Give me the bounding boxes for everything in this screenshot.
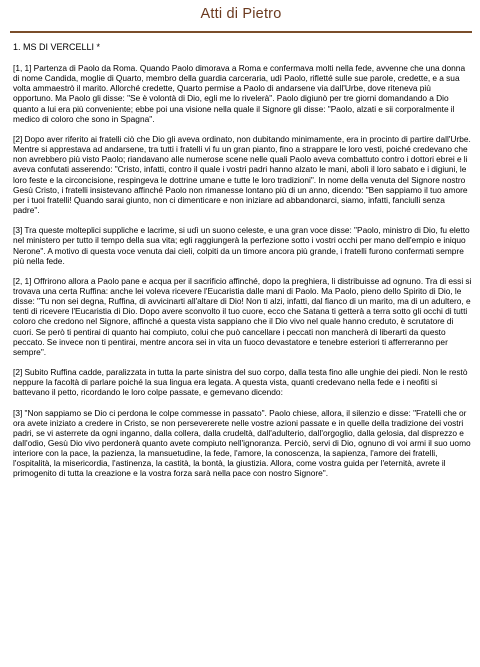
paragraph: [3] "Non sappiamo se Dio ci perdona le colpe commesse in passato". Paolo chiese, allora, il silenzio e disse: "Fratelli che or ora avete iniziato a credere in Cristo, se non persevererete nelle vostre azioni passate e in quelle della tradizione dei vostri padri, se vi asterrete da ogni inganno, dalla collera, dalla crudeltà, dall'adulterio, dall'orgoglio, dalla gelosia, dal disprezzo e dall'odio, Gesù Dio vivo perdonerà quanto avete compiuto nell'ignoranza. Perciò, servi di Dio, ognuno di voi armi il suo uomo interiore con la pace, la pazienza, la mansuetudine, la fede, l'amore, la conoscenza, la sapienza, l'amore dei fratelli, l'ospitalità, la misericordia, l'astinenza, la castità, la bontà, la giustizia. Allora, come vostra guida per l'eternità, avrete il primogenito di tutta la creazione e la vostra forza sarà nella pace con nostro Signore". (13, 407, 471, 479)
title-divider (10, 31, 472, 33)
section-title: 1. MS DI VERCELLI * (13, 42, 101, 52)
title-area (10, 0, 472, 27)
page-title: Atti di Pietro (200, 6, 282, 22)
paragraph: [1, 1] Partenza di Paolo da Roma. Quando Paolo dimorava a Roma e confermava molti nella fede, avvenne che una donna di nome Candida, moglie di Quarto, membro della guardia carceraria, udì Paolo, rifletté sulle sue parole, credette, e a sua volta ammaestrò il marito. Allorché credette, Quarto permise a Paolo di andarsene via dall'Urbe, dove riteneva più opportuno. Ma Paolo gli disse: "Se è volontà di Dio, egli me lo rivelerà". Paolo digiunò per tre giorni domandando a Dio quanto a lui era più conveniente; ebbe poi una visione nella quale il Signore gli disse: "Paolo, alzati e sii corporalmente il medico di coloro che sono in Spagna". (13, 63, 466, 124)
paragraph: [2] Dopo aver riferito ai fratelli ciò che Dio gli aveva ordinato, non dubitando minimamente, era in procinto di partire dall'Urbe. Mentre si apprestava ad andarsene, tra tutti i fratelli vi fu un gran pianto, fino a strappare le loro vesti, poiché credevano che non avrebbero più visto Paolo; riandavano alle numerose scene nelle quali Paolo aveva combattuto contro i dottori ebrei e li aveva confutati asserendo: "Cristo, infatti, contro il quale i vostri padri hanno alzato le mani, abolì il loro sabato e i digiuni, le loro feste e la circoncisione, respingeva le dottrine umane e tutte le loro tradizioni". In nome della venuta del Signore nostro Gesù Cristo, i fratelli insistevano affinché Paolo non rimanesse lontano più di un anno, dicendo: "Ben sappiamo il tuo amore per i tuoi fratelli! Quando sarai giunto, non ci dimenticare e non iniziare ad abbandonarci, siamo, infatti, fanciulli senza padre". (13, 133, 471, 216)
paragraph: [3] Tra queste molteplici suppliche e lacrime, si udì un suono celeste, e una gran voce disse: "Paolo, ministro di Dio, fu eletto nel ministero per tutto il tempo della sua vita; egli raggiungerà la perfezione sotto i vostri occhi per mano dell'empio e iniquo Nerone". A motivo di questa voce venuta dai cieli, colpiti da un timore ancora più grande, i fratelli furono confermati sempre più nella fede. (13, 225, 470, 266)
paragraph: [2] Subito Ruffina cadde, paralizzata in tutta la parte sinistra del suo corpo, dalla testa fino alle unghie dei piedi. Non le restò neppure la facoltà di parlare poiché la sua lingua era legata. A questa vista, quanti credevano nella fede e i neofiti si battevano il petto, ricordando le loro colpe passate, e gemevano dicendo: (13, 367, 468, 398)
paragraph: [2, 1] Offrirono allora a Paolo pane e acqua per il sacrificio affinché, dopo la preghiera, li distribuisse ad ognuno. Tra di essi si trovava una certa Ruffina: anche lei voleva ricevere l'Eucaristia dalle mani di Paolo. Ma Paolo, pieno dello Spirito di Dio, le disse: "Tu non sei degna, Ruffina, di avvicinarti all'altare di Dio! Non ti alzi, infatti, dal fianco di un marito, ma di un adultero, e tenti di ricevere l'Eucaristia di Dio. Dopo avere sconvolto il tuo cuore, ecco che Satana ti getterà a terra sotto gli occhi di tutti coloro che credono nel Signore, affinché a questa vista sappiano che il Dio vivo nel quale hanno creduto, è scrutatore di cuori. Se però ti pentirai di quanto hai compiuto, colui che può cancellare i peccati non mancherà di liberarti da questo peccato. Se invece non ti pentirai, mentre ancora sei in vita un fuoco devastatore e tenebre esteriori ti afferreranno per sempre". (13, 275, 472, 357)
